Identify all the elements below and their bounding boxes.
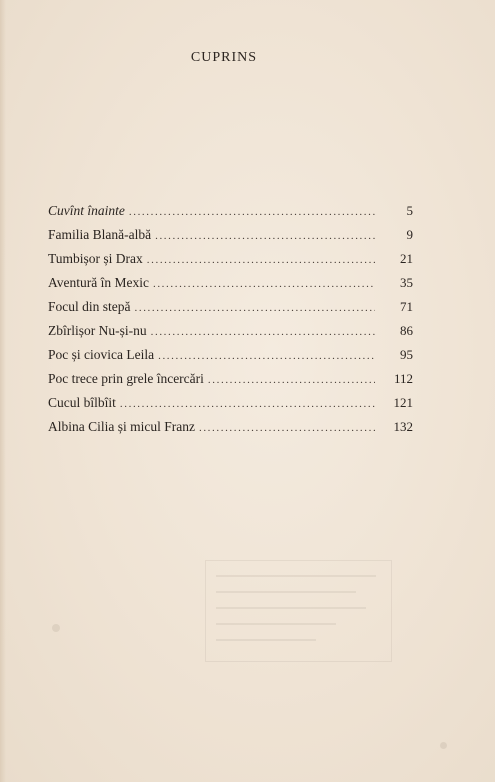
page-title: CUPRINS (190, 50, 258, 65)
toc-entry (48, 299, 413, 323)
leader-dots (129, 206, 375, 218)
leader-dots (158, 350, 375, 362)
toc-entry-page: 71 (400, 299, 413, 314)
paper-smudge (440, 742, 447, 749)
toc-entry-title: Aventură în Mexic (48, 275, 149, 290)
toc-entry (48, 371, 413, 395)
toc-entry-title: Albina Cilia și micul Franz (48, 419, 195, 434)
leader-dots (135, 302, 376, 314)
toc-entry-page: 95 (400, 347, 413, 362)
toc-entry (48, 251, 413, 275)
toc-entry-page: 121 (393, 395, 413, 410)
leader-dots (147, 254, 375, 266)
faded-library-stamp (205, 560, 392, 662)
toc-entry (48, 323, 413, 347)
page-edge-shadow (0, 0, 6, 782)
leader-dots (151, 326, 375, 338)
toc-entry-page: 5 (406, 203, 413, 218)
toc-entry (48, 227, 413, 251)
toc-entry (48, 395, 413, 419)
paper-smudge (52, 624, 60, 632)
toc-entry-page: 9 (406, 227, 413, 242)
toc-entry-title: Poc trece prin grele încercări (48, 371, 204, 386)
toc-entry-title: Tumbișor și Drax (48, 251, 143, 266)
toc-entry-page: 112 (393, 371, 413, 386)
toc-entry-title: Zbîrlișor Nu-și-nu (48, 323, 147, 338)
leader-dots (120, 398, 375, 410)
leader-dots (153, 278, 375, 290)
leader-dots (208, 374, 375, 386)
toc-entry-page: 35 (400, 275, 413, 290)
leader-dots (155, 230, 375, 242)
toc-entry-title: Cuvînt înainte (48, 203, 125, 218)
toc-entry-page: 86 (400, 323, 413, 338)
toc-entry-title: Focul din stepă (48, 299, 131, 314)
toc-entry-title: Familia Blană-albă (48, 227, 152, 242)
toc-entry-title: Cucul bîlbîit (48, 395, 116, 410)
toc-entry (48, 347, 413, 371)
toc-entry (48, 203, 413, 227)
toc-entry (48, 275, 413, 299)
toc-entry-page: 21 (400, 251, 413, 266)
toc-entry-title: Poc și ciovica Leila (48, 347, 155, 362)
toc-entry-page: 132 (393, 419, 413, 434)
table-of-contents (48, 203, 413, 443)
leader-dots (199, 422, 375, 434)
toc-entry (48, 419, 413, 443)
